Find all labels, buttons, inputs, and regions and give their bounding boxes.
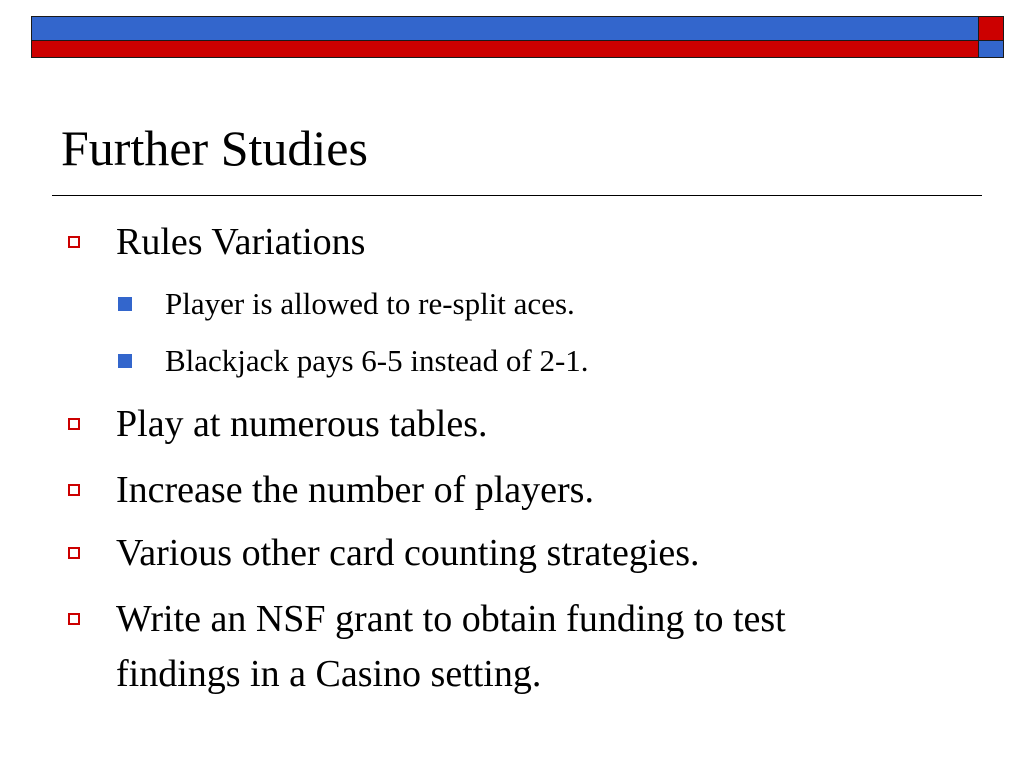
sub-bullet-item: Player is allowed to re-split aces.	[165, 286, 575, 321]
hollow-square-bullet-icon	[68, 547, 80, 559]
bullet-item-line-2: findings in a Casino setting.	[116, 653, 542, 695]
filled-square-bullet-icon	[118, 354, 132, 368]
hollow-square-bullet-icon	[68, 418, 80, 430]
hollow-square-bullet-icon	[68, 613, 80, 625]
hollow-square-bullet-icon	[68, 484, 80, 496]
hollow-square-bullet-icon	[68, 236, 80, 248]
bullet-item: Increase the number of players.	[116, 469, 594, 511]
bullet-item: Various other card counting strategies.	[116, 532, 700, 574]
bullet-item: Rules Variations	[116, 221, 366, 263]
filled-square-bullet-icon	[118, 297, 132, 311]
sub-bullet-item: Blackjack pays 6-5 instead of 2-1.	[165, 343, 589, 378]
bullet-item-line-1: Write an NSF grant to obtain funding to test	[116, 598, 786, 640]
slide-title: Further Studies	[61, 120, 368, 176]
bullet-item: Play at numerous tables.	[116, 403, 488, 445]
